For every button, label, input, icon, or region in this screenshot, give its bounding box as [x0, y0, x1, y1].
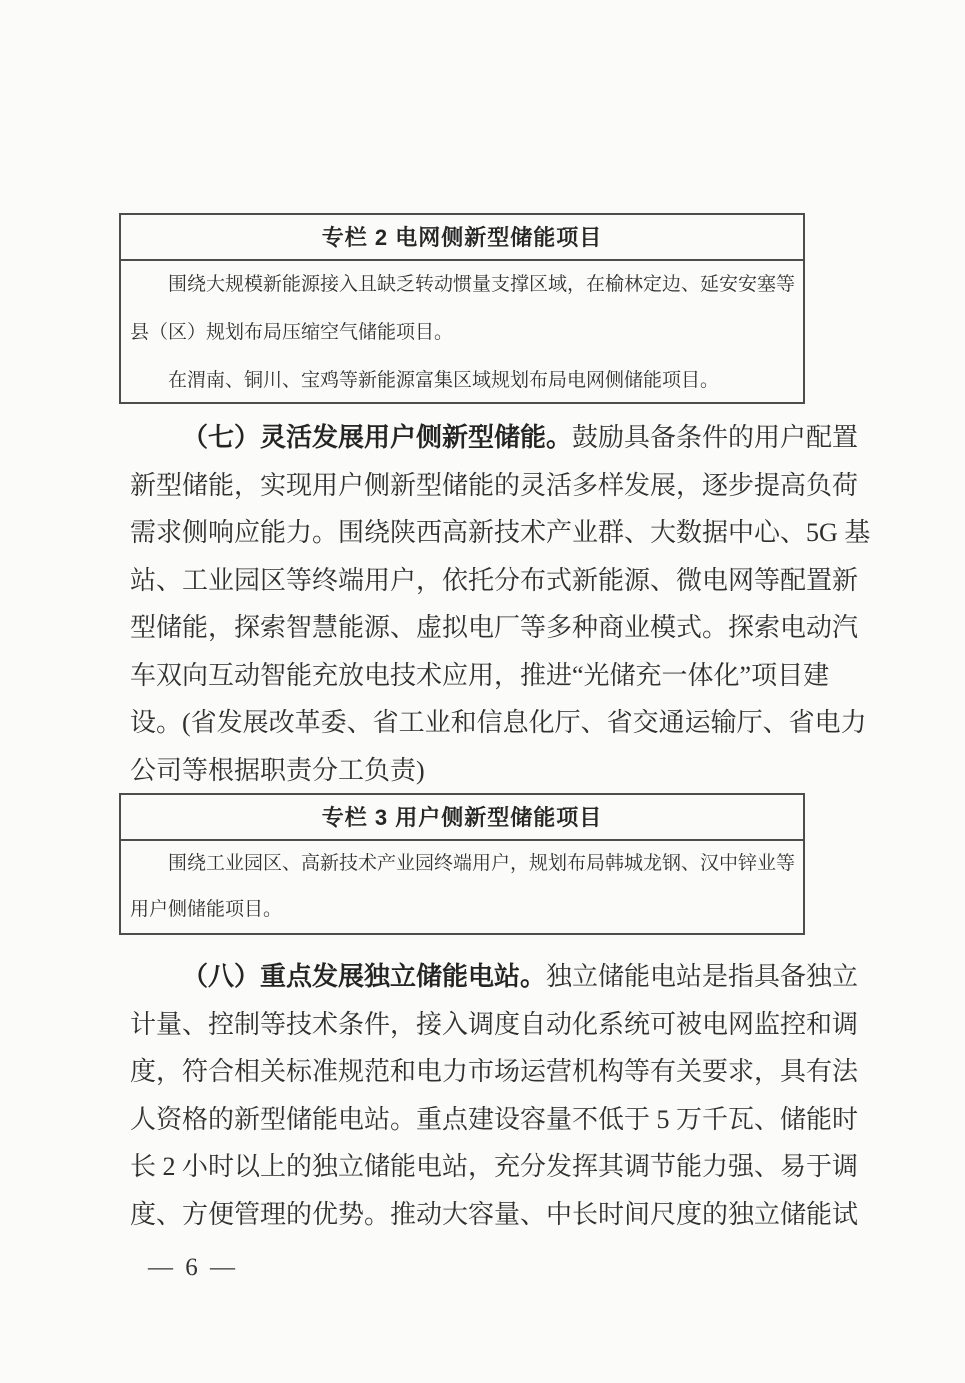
- paragraph-line: 设。(省发展改革委、省工业和信息化厅、省交通运输厅、省电力: [130, 708, 867, 737]
- callout-title: 专栏 2 电网侧新型储能项目: [121, 215, 803, 261]
- paragraph-line: [130, 953, 870, 1001]
- paragraph-line: 公司等根据职责分工负责): [130, 755, 425, 785]
- callout-title: 专栏 3 用户侧新型储能项目: [121, 795, 803, 841]
- paragraph-line: 型储能，探索智慧能源、虚拟电厂等多种商业模式。探索电动汽: [130, 613, 859, 642]
- paragraph-line: 人资格的新型储能电站。重点建设容量不低于 5 万千瓦、储能时: [130, 1104, 859, 1134]
- paragraph-line: 度、方便管理的优势。推动大容量、中长时间尺度的独立储能试: [130, 1199, 859, 1229]
- paragraph-lead-bold: （八）重点发展独立储能电站。: [182, 962, 547, 991]
- callout-text-line: 围绕工业园区、高新技术产业园终端用户，规划布局韩城龙钢、汉中锌业等: [168, 853, 796, 874]
- paragraph-text: 鼓励具备条件的用户配置: [572, 423, 859, 452]
- callout-box-grid-side-projects: [119, 213, 805, 404]
- callout-box-user-side-projects: [119, 793, 805, 935]
- paragraph-independent-storage: [130, 953, 870, 1238]
- paragraph-line: 站、工业园区等终端用户，依托分布式新能源、微电网等配置新: [130, 565, 859, 595]
- callout-body: [121, 841, 803, 933]
- paragraph-line: 需求侧响应能力。围绕陕西高新技术产业群、大数据中心、5G 基: [130, 518, 871, 547]
- paragraph-line: 车双向互动智能充放电技术应用，推进“光储充一体化”项目建: [130, 660, 830, 690]
- paragraph-line: [130, 414, 870, 462]
- callout-text-line: 在渭南、铜川、宝鸡等新能源富集区域规划布局电网侧储能项目。: [168, 370, 720, 391]
- page-number: — 6 —: [148, 1254, 238, 1281]
- paragraph-user-side-storage: [130, 414, 870, 794]
- paragraph-line: 新型储能，实现用户侧新型储能的灵活多样发展，逐步提高负荷: [130, 470, 859, 500]
- callout-text-line: 用户侧储能项目。: [130, 899, 283, 920]
- callout-body: [121, 261, 803, 404]
- paragraph-line: 度，符合相关标准规范和电力市场运营机构等有关要求，具有法: [130, 1057, 859, 1086]
- paragraph-lead-bold: （七）灵活发展用户侧新型储能。: [182, 423, 573, 452]
- callout-text-line: 围绕大规模新能源接入且缺乏转动惯量支撑区域，在榆林定边、延安安塞等: [168, 274, 796, 295]
- paragraph-text: 独立储能电站是指具备独立: [546, 962, 859, 991]
- paragraph-line: 长 2 小时以上的独立储能电站，充分发挥其调节能力强、易于调: [130, 1152, 859, 1181]
- callout-text-line: 县（区）规划布局压缩空气储能项目。: [130, 322, 454, 343]
- paragraph-line: 计量、控制等技术条件，接入调度自动化系统可被电网监控和调: [130, 1009, 859, 1039]
